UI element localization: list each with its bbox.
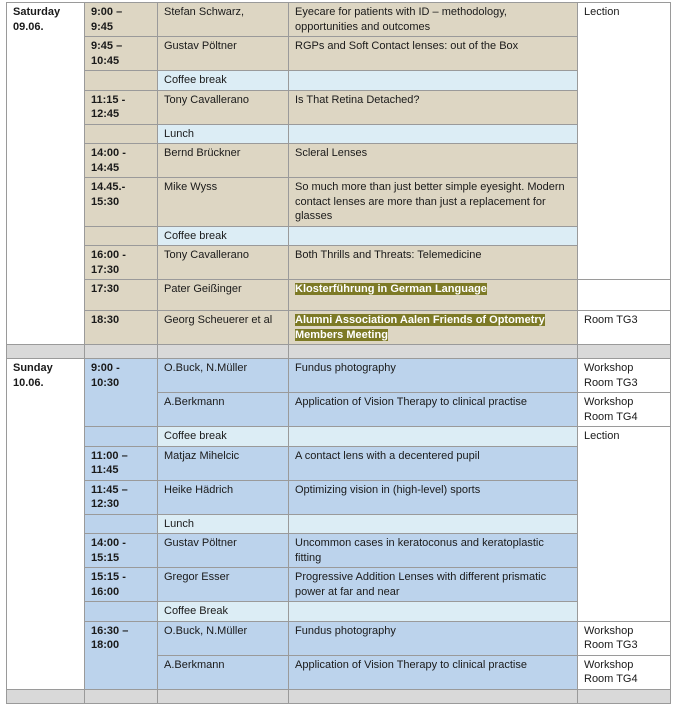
room-cell: [578, 393, 671, 427]
title-cell: Optimizing vision in (high-level) sports: [289, 480, 578, 514]
title-cell: Scleral Lenses: [289, 144, 578, 178]
break-time-cell: [85, 226, 158, 246]
day-name: Sunday: [13, 362, 53, 374]
time-cell: [85, 568, 158, 602]
title-cell: Fundus photography: [289, 359, 578, 393]
speaker-cell: A.Berkmann: [158, 393, 289, 427]
break-time-cell: [85, 71, 158, 91]
time-text: 11:00 – 11:45: [91, 449, 128, 476]
time-text: 15:15 - 16:00: [91, 571, 126, 598]
day-name: Saturday: [13, 6, 61, 18]
highlighted-title: Alumni Association Aalen Friends of Optometry Members Meeting: [295, 314, 545, 341]
break-title-cell: [289, 71, 578, 91]
title-cell: Application of Vision Therapy to clinical practise: [289, 655, 578, 689]
speaker-cell: Georg Scheuerer et al: [158, 311, 289, 345]
room-cell: [578, 359, 671, 393]
title-cell: Application of Vision Therapy to clinical practise: [289, 393, 578, 427]
schedule-table: [6, 2, 671, 704]
time-cell: [85, 246, 158, 280]
speaker-cell: Gregor Esser: [158, 568, 289, 602]
title-cell: Both Thrills and Threats: Telemedicine: [289, 246, 578, 280]
speaker-cell: Heike Hädrich: [158, 480, 289, 514]
time-text: 14:00 - 14:45: [91, 147, 126, 174]
time-cell: [85, 446, 158, 480]
room-cell: [578, 280, 671, 311]
break-label: Coffee Break: [158, 602, 289, 622]
time-text: 11:45 – 12:30: [91, 483, 128, 510]
title-cell: Uncommon cases in keratoconus and keratoplastic fitting: [289, 534, 578, 568]
title-cell: [289, 280, 578, 311]
room-text: Workshop Room TG4: [584, 396, 638, 423]
title-cell: Eyecare for patients with ID – methodology, opportunities and outcomes: [289, 3, 578, 37]
time-cell: [85, 37, 158, 71]
break-label: Lunch: [158, 124, 289, 144]
break-title-cell: [289, 427, 578, 447]
time-text: 9:00 – 9:45: [91, 6, 123, 33]
time-text: 16:30 – 18:00: [91, 624, 129, 651]
speaker-cell: A.Berkmann: [158, 655, 289, 689]
break-label: Coffee break: [158, 226, 289, 246]
room-cell: [578, 621, 671, 655]
speaker-cell: Pater Geißinger: [158, 280, 289, 311]
time-text: 9:45 – 10:45: [91, 40, 123, 67]
speaker-cell: Tony Cavallerano: [158, 90, 289, 124]
room-cell: Room TG3: [578, 311, 671, 345]
break-label: Coffee break: [158, 71, 289, 91]
time-cell: [85, 621, 158, 689]
day-date: 09.06.: [13, 20, 44, 33]
speaker-cell: Mike Wyss: [158, 178, 289, 227]
room-text: Workshop Room TG4: [584, 658, 638, 685]
time-text: 14:00 - 15:15: [91, 537, 126, 564]
separator-row: [7, 689, 671, 703]
title-cell: RGPs and Soft Contact lenses: out of the Box: [289, 37, 578, 71]
speaker-cell: Gustav Pöltner: [158, 534, 289, 568]
time-cell: [85, 534, 158, 568]
break-label: Lunch: [158, 514, 289, 534]
time-cell: 18:30: [85, 311, 158, 345]
title-cell: Progressive Addition Lenses with different prismatic power at far and near: [289, 568, 578, 602]
room-cell-lection: Lection: [578, 3, 671, 280]
time-cell: [85, 3, 158, 37]
time-cell: [85, 90, 158, 124]
speaker-cell: Tony Cavallerano: [158, 246, 289, 280]
time-cell: [85, 144, 158, 178]
break-title-cell: [289, 602, 578, 622]
room-text: Workshop Room TG3: [584, 624, 638, 651]
separator-row: [7, 345, 671, 359]
title-cell: [289, 311, 578, 345]
break-time-cell: [85, 602, 158, 622]
break-title-cell: [289, 514, 578, 534]
room-cell: [578, 655, 671, 689]
time-cell: [85, 480, 158, 514]
room-cell-lection: Lection: [578, 427, 671, 622]
speaker-cell: Bernd Brückner: [158, 144, 289, 178]
day-cell-sunday: [7, 359, 85, 690]
speaker-cell: O.Buck, N.Müller: [158, 359, 289, 393]
title-cell: Fundus photography: [289, 621, 578, 655]
title-cell: Is That Retina Detached?: [289, 90, 578, 124]
title-cell: A contact lens with a decentered pupil: [289, 446, 578, 480]
time-text: 9:00 - 10:30: [91, 362, 120, 389]
speaker-cell: Matjaz Mihelcic: [158, 446, 289, 480]
day-cell-saturday: [7, 3, 85, 345]
time-cell: [85, 178, 158, 227]
day-date: 10.06.: [13, 376, 44, 389]
time-text: 11:15 - 12:45: [91, 93, 126, 120]
highlighted-title: Klosterführung in German Language: [295, 283, 487, 295]
speaker-cell: O.Buck, N.Müller: [158, 621, 289, 655]
break-time-cell: [85, 124, 158, 144]
break-title-cell: [289, 124, 578, 144]
break-label: Coffee break: [158, 427, 289, 447]
break-time-cell: [85, 427, 158, 447]
time-text: 16:00 - 17:30: [91, 249, 126, 276]
time-cell: [85, 359, 158, 427]
time-text: 14.45.- 15:30: [91, 181, 126, 208]
speaker-cell: Stefan Schwarz,: [158, 3, 289, 37]
speaker-cell: Gustav Pöltner: [158, 37, 289, 71]
room-text: Workshop Room TG3: [584, 362, 638, 389]
time-cell: 17:30: [85, 280, 158, 311]
break-time-cell: [85, 514, 158, 534]
title-cell: So much more than just better simple eyesight. Modern contact lenses are more than just a replacement for glasses: [289, 178, 578, 227]
break-title-cell: [289, 226, 578, 246]
